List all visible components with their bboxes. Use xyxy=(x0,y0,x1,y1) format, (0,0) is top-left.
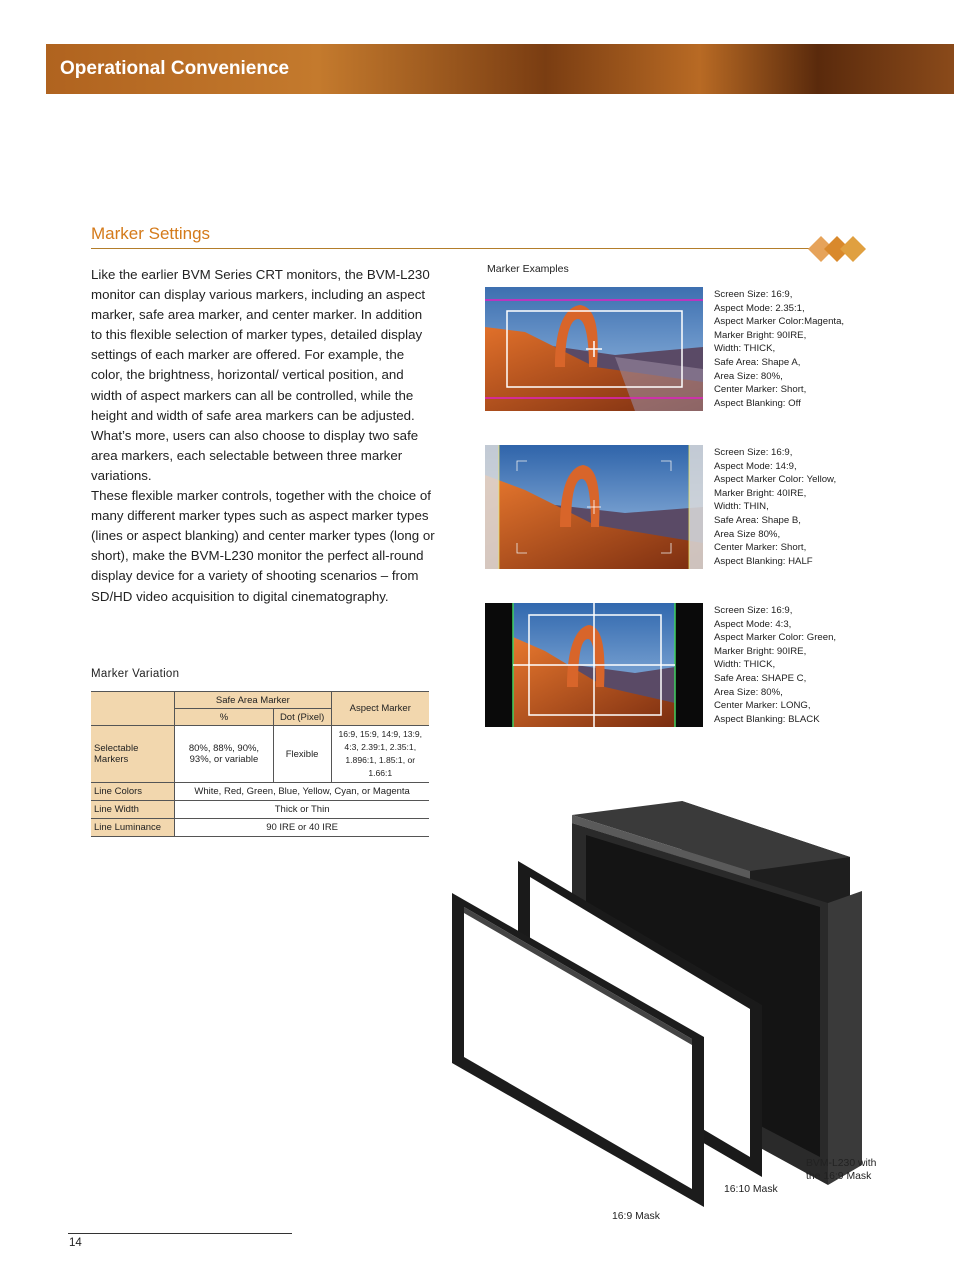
marker-example-photo-3 xyxy=(485,603,703,727)
caption-16-10-mask: 16:10 Mask xyxy=(724,1184,778,1195)
cell-width: Thick or Thin xyxy=(175,801,429,819)
marker-example-photo-1 xyxy=(485,287,703,411)
marker-variation-label: Marker Variation xyxy=(91,668,180,680)
row-label-luminance: Line Luminance xyxy=(91,819,175,837)
footer-rule xyxy=(68,1233,292,1234)
section-rule xyxy=(91,248,811,249)
row-label-width: Line Width xyxy=(91,801,175,819)
cell-colors: White, Red, Green, Blue, Yellow, Cyan, or Magenta xyxy=(175,783,429,801)
marker-variation-table xyxy=(91,691,429,837)
section-title: Marker Settings xyxy=(91,224,211,243)
table-corner xyxy=(91,692,175,726)
caption-bvm-l230: BVM-L230 with the 16:9 Mask xyxy=(806,1158,877,1182)
body-paragraph-1: Like the earlier BVM Series CRT monitors, the BVM-L230 monitor can display various markers, including an aspect marker, safe area marker, and center marker. In addition to this flexible selection of marker types, detailed display settings of each marker are offered. For example, the color, the brightness, horizontal/ vertical position, and width of aspect markers can all be controlled, while the height and width of safe area markers can be adjusted. What’s more, users can also choose to display two safe area markers, each selectable between three marker variations. xyxy=(91,267,430,483)
header-dot: Dot (Pixel) xyxy=(273,709,331,726)
page-header-title: Operational Convenience xyxy=(60,58,290,79)
cell-selectable-pct: 80%, 88%, 90%, 93%, or variable xyxy=(175,726,273,783)
cell-selectable-aspect: 16:9, 15:9, 14:9, 13:9, 4:3, 2.39:1, 2.35:1, 1.896:1, 1.85:1, or 1.66:1 xyxy=(331,726,429,783)
header-aspect: Aspect Marker xyxy=(331,692,429,726)
marker-examples-label: Marker Examples xyxy=(487,263,569,275)
caption-16-9-mask: 16:9 Mask xyxy=(612,1211,660,1222)
page-number: 14 xyxy=(69,1237,82,1249)
diamond-ornament-icon xyxy=(808,234,866,264)
cell-selectable-dot: Flexible xyxy=(273,726,331,783)
header-safe-area: Safe Area Marker xyxy=(175,692,331,709)
header-percent: % xyxy=(175,709,273,726)
header-bar xyxy=(46,44,954,94)
marker-example-photo-2 xyxy=(485,445,703,569)
row-label-selectable: Selectable Markers xyxy=(91,726,175,783)
marker-example-spec-3: Screen Size: 16:9, Aspect Mode: 4:3, Aspect Marker Color: Green, Marker Bright: 90IRE, Width: THICK, Safe Area: SHAPE C, Area Size: 80%, Center Marker: LONG, Aspect Blanking: BLACK xyxy=(714,605,837,725)
marker-example-spec-2: Screen Size: 16:9, Aspect Mode: 14:9, Aspect Marker Color: Yellow, Marker Bright: 40IRE, Width: THIN, Safe Area: Shape B, Area Size 80%, Center Marker: Short, Aspect Blanking: HALF xyxy=(714,447,837,567)
marker-example-spec-1: Screen Size: 16:9, Aspect Mode: 2.35:1, Aspect Marker Color:Magenta, Marker Bright: 90IRE, Width: THICK, Safe Area: Shape A, Area Size: 80%, Center Marker: Short, Aspect Blanking: Off xyxy=(714,289,845,409)
body-paragraph-2: These flexible marker controls, together with the choice of many different marker types such as aspect marker types (lines or aspect blanking) and center marker types (long or short), make the BVM-L230 monitor the perfect all-round display device for a variety of shooting scenarios – from SD/HD video acquisition to digital cinematography. xyxy=(91,488,435,604)
row-label-colors: Line Colors xyxy=(91,783,175,801)
body-text xyxy=(91,265,436,607)
cell-luminance: 90 IRE or 40 IRE xyxy=(175,819,429,837)
